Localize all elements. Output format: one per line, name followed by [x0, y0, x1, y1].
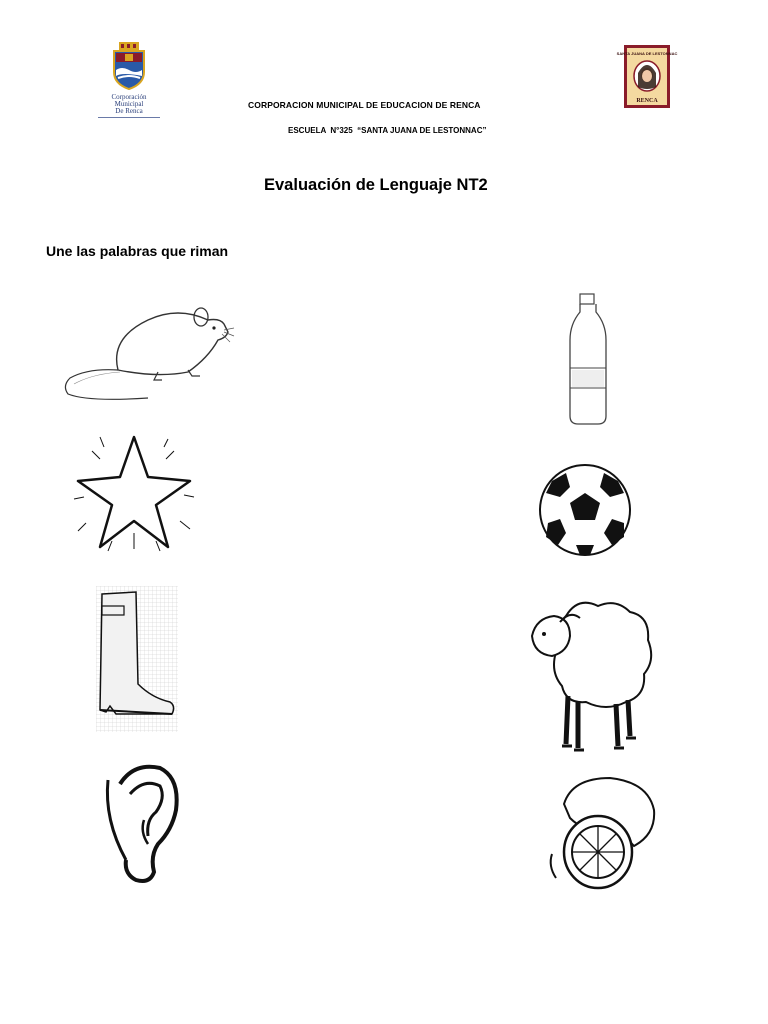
lemon-icon: [544, 774, 658, 894]
santa-juana-de-lestonnac-logo: [616, 45, 678, 108]
crest-text-bottom: RENCA: [636, 98, 658, 104]
crest-text-top: SANTA JUANA DE LESTONNAC: [616, 51, 678, 56]
boot-icon: [96, 586, 178, 732]
logo-fine-print: [98, 116, 160, 119]
soccer-ball-icon: [538, 463, 632, 557]
coat-of-arms-icon: [111, 42, 147, 90]
rat-icon: [58, 298, 234, 408]
sheep-icon: [526, 596, 654, 754]
logo-caption-line1: Corporación: [111, 93, 147, 101]
bottle-icon: [556, 292, 620, 430]
star-icon: [72, 433, 196, 553]
logo-caption-line3: De Renca: [115, 107, 143, 115]
page-title: Evaluación de Lenguaje NT2: [264, 176, 488, 194]
logo-caption-line2: Municipal: [114, 100, 144, 108]
organization-heading: CORPORACION MUNICIPAL DE EDUCACION DE RENCA: [248, 100, 481, 110]
corporacion-municipal-renca-logo: [96, 42, 162, 122]
school-crest-icon: [616, 45, 678, 108]
school-heading: ESCUELA N°325 “SANTA JUANA DE LESTONNAC”: [288, 126, 487, 135]
ear-icon: [100, 760, 184, 890]
instruction-text: Une las palabras que riman: [46, 243, 229, 259]
